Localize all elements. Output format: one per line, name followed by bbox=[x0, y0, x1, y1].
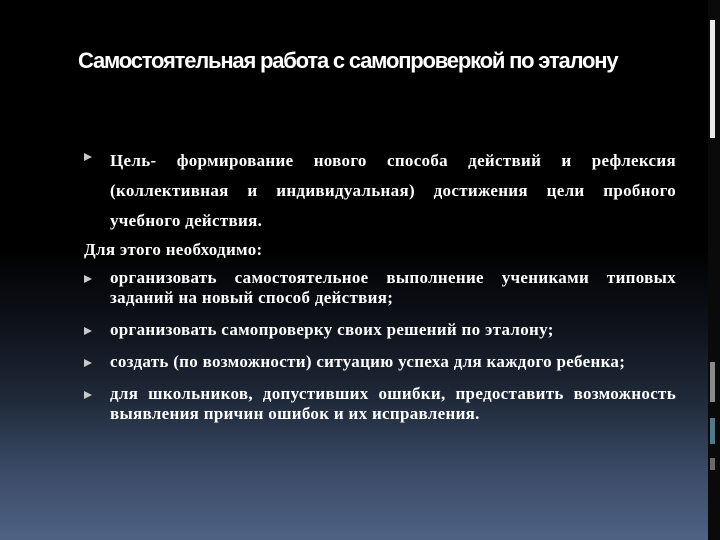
edge-strip-teal bbox=[710, 418, 715, 444]
list-item bbox=[84, 268, 676, 308]
triangle-bullet-icon bbox=[84, 391, 92, 399]
edge-strip-light bbox=[710, 20, 715, 138]
list-item bbox=[84, 352, 676, 372]
slide-body bbox=[84, 146, 676, 436]
triangle-bullet-icon bbox=[84, 275, 92, 283]
edge-strip-dark bbox=[710, 458, 715, 470]
list-item-text: организовать самостоятельное выполнение учениками типовых заданий на новый способ действия; bbox=[110, 268, 676, 307]
triangle-bullet-icon bbox=[84, 153, 92, 161]
edge-strip-gray bbox=[710, 362, 715, 402]
list-item bbox=[84, 320, 676, 340]
list-item-text: для школьников, допустивших ошибки, предоставить возможность выявления причин ошибок и их исправления. bbox=[110, 384, 676, 423]
list-item bbox=[84, 384, 676, 424]
slide-title: Самостоятельная работа с самопроверкой по эталону bbox=[78, 48, 618, 73]
list-item-text: создать (по возможности) ситуацию успеха для каждого ребенка; bbox=[110, 352, 626, 371]
list-item-text: организовать самопроверку своих решений по эталону; bbox=[110, 320, 554, 339]
right-edge-decoration bbox=[708, 0, 720, 540]
goal-point bbox=[84, 146, 676, 236]
triangle-bullet-icon bbox=[84, 359, 92, 367]
goal-point-text: Цель- формирование нового способа действий и рефлексия (коллективная и индивидуальная) достижения цели пробного учебного действия. bbox=[110, 151, 676, 230]
subheading: Для этого необходимо: bbox=[84, 240, 263, 259]
triangle-bullet-icon bbox=[84, 327, 92, 335]
